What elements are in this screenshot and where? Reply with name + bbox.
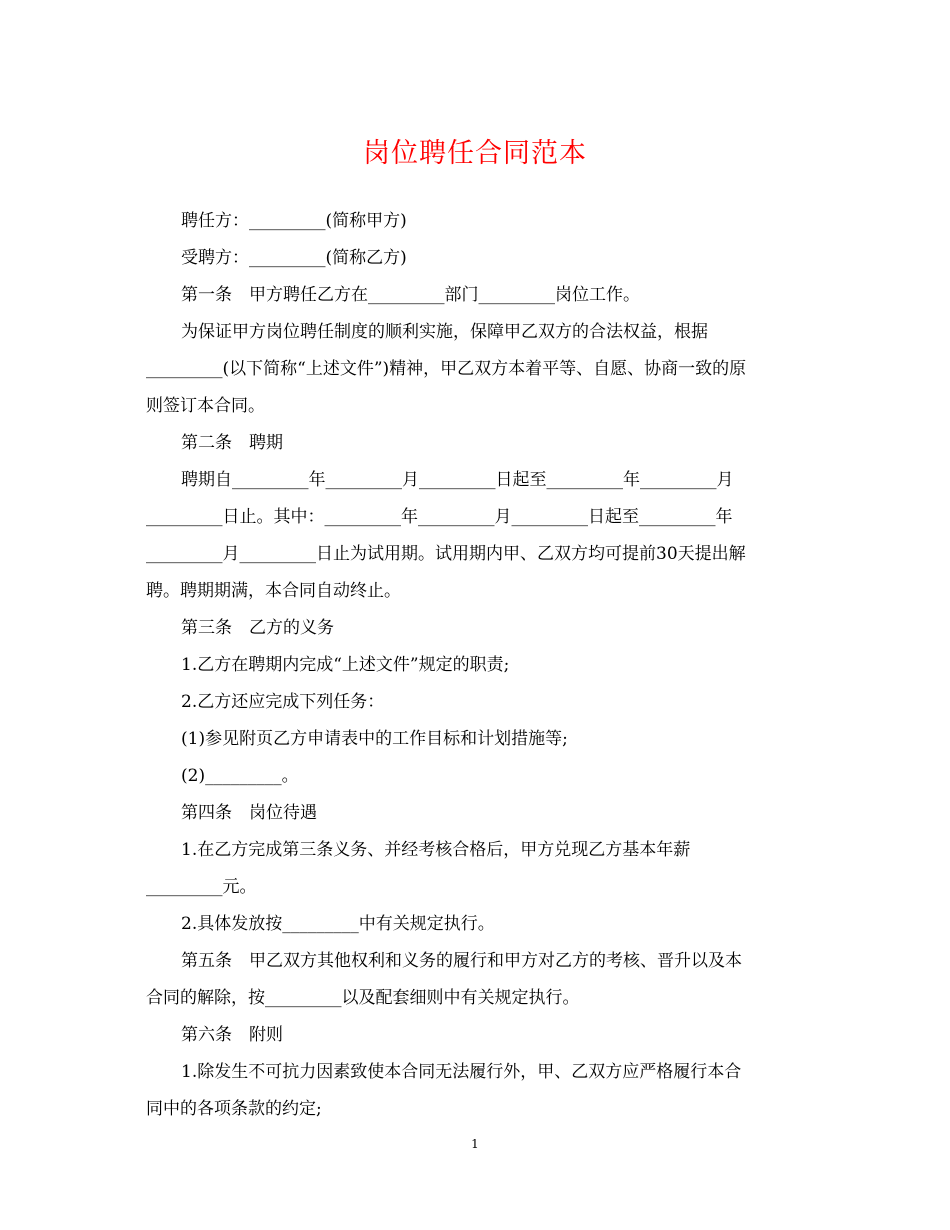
preamble-line-2: _________(以下简称“上述文件”)精神，甲乙双方本着平等、自愿、协商一致的原 (146, 359, 747, 379)
article-2-line-4: 聘。聘期期满，本合同自动终止。 (146, 581, 401, 601)
article-6-item-1: 1.除发生不可抗力因素致使本合同无法履行外，甲、乙双方应严格履行本合 (181, 1062, 742, 1082)
article-6-item-1-cont: 同中的各项条款的约定; (146, 1099, 322, 1119)
article-4-item-2: 2.具体发放按_________中有关规定执行。 (181, 914, 495, 934)
document-body (146, 203, 806, 1128)
article-4-item-1: 1.在乙方完成第三条义务、并经考核合格后，甲方兑现乙方基本年薪 (181, 840, 691, 860)
article-2-line-1: 聘期自_________年_________月_________日起至_________年_________月 (181, 470, 734, 490)
page-number: 1 (471, 1137, 479, 1151)
article-3-subitem-2: (2)_________。 (181, 766, 299, 786)
article-3-item-1: 1.乙方在聘期内完成“上述文件”规定的职责; (181, 655, 510, 675)
article-4-heading: 第四条 岗位待遇 (181, 803, 317, 823)
article-3-heading: 第三条 乙方的义务 (181, 618, 334, 638)
document-title: 岗位聘任合同范本 (363, 138, 587, 169)
article-5-line-1: 第五条 甲乙双方其他权利和义务的履行和甲方对乙方的考核、晋升以及本 (181, 951, 742, 971)
article-6-heading: 第六条 附则 (181, 1025, 283, 1045)
party-b-line: 受聘方：_________(简称乙方) (181, 248, 407, 268)
article-3-subitem-1: (1)参见附页乙方申请表中的工作目标和计划措施等; (181, 729, 568, 749)
article-1: 第一条 甲方聘任乙方在_________部门_________岗位工作。 (181, 285, 640, 305)
preamble-line-1: 为保证甲方岗位聘任制度的顺利实施，保障甲乙双方的合法权益，根据 (181, 322, 708, 342)
preamble-line-3: 则签订本合同。 (146, 396, 265, 416)
article-2-heading: 第二条 聘期 (181, 433, 283, 453)
party-a-line: 聘任方：_________(简称甲方) (181, 211, 407, 231)
article-5-line-2: 合同的解除，按_________以及配套细则中有关规定执行。 (146, 988, 580, 1008)
article-2-line-2: _________日止。其中：_________年_________月_________日起至_________年 (146, 507, 733, 527)
article-2-line-3: _________月_________日止为试用期。试用期内甲、乙双方均可提前30天提出解 (146, 544, 746, 564)
article-3-item-2: 2.乙方还应完成下列任务： (181, 692, 385, 712)
article-4-item-1-cont: _________元。 (146, 877, 257, 897)
